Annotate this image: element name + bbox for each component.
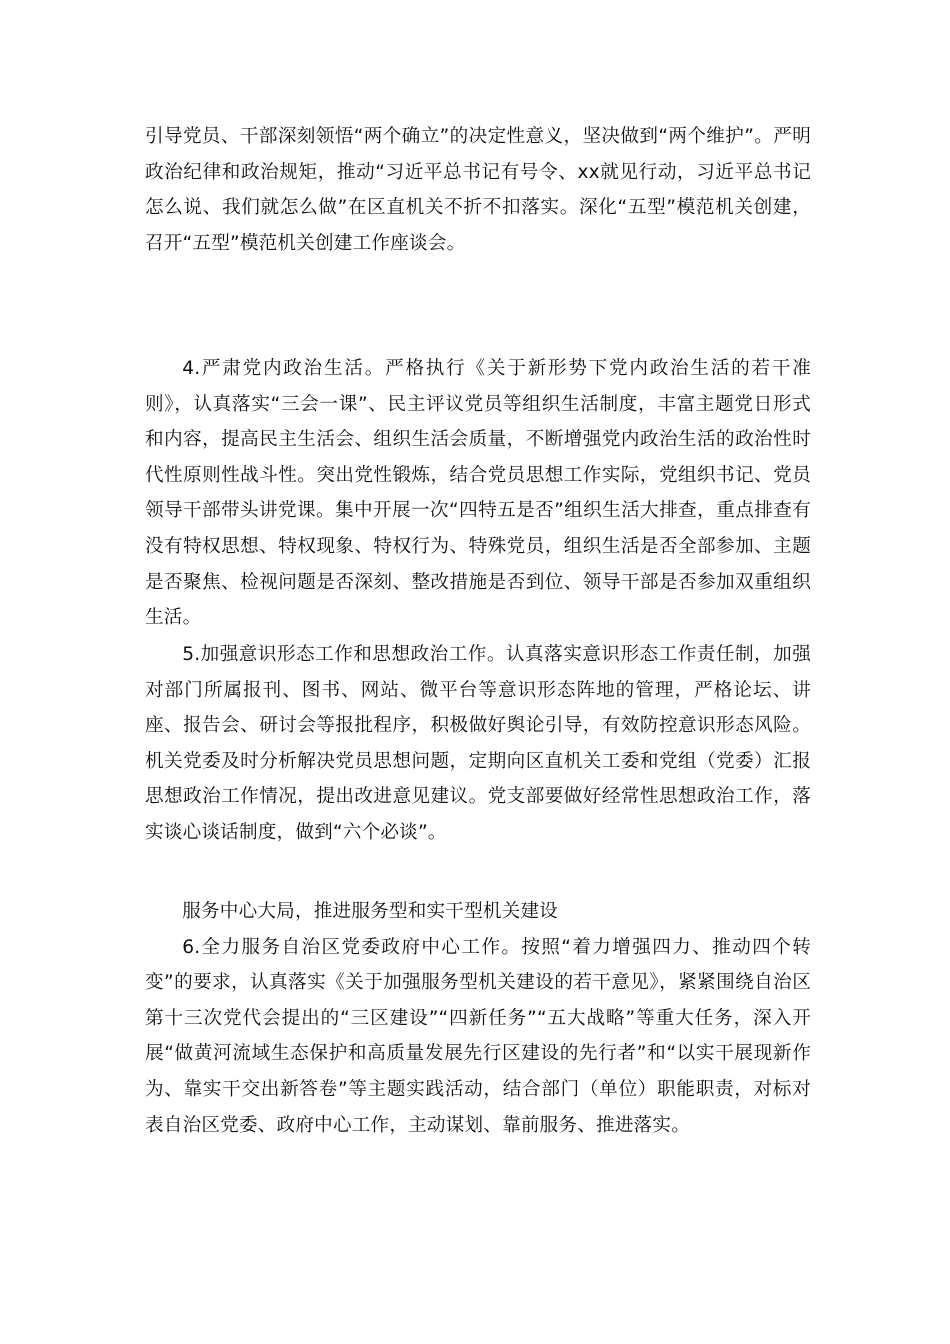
paragraph-block-2	[145, 351, 811, 636]
paragraph-item-6: 6.全力服务自治区党委政府中心工作。按照“着力增强四力、推动四个转变”的要求，认真落实《关于加强服务型机关建设的若干意见》，紧紧围绕自治区第十三次党代会提出的“三区建设”“四新任务”“五大战略”等重大任务，深入开展“做黄河流域生态保护和高质量发展先行区建设的先行者”和“以实干展现新作为、靠实干交出新答卷”等主题实践活动，结合部门（单位）职能职责，对标对表自治区党委、政府中心工作，主动谋划、靠前服务、推进落实。	[145, 936, 811, 1136]
paragraph-item-5: 5.加强意识形态工作和思想政治工作。认真落实意识形态工作责任制，加强对部门所属报刊、图书、网站、微平台等意识形态阵地的管理，严格论坛、讲座、报告会、研讨会等报批程序，积极做好舆论引导，有效防控意识形态风险。机关党委及时分析解决党员思想问题，定期向区直机关工委和党组（党委）汇报思想政治工作情况，提出改进意见建议。党支部要做好经常性思想政治工作，落实谈心谈话制度，做到“六个必谈”。	[145, 644, 811, 843]
section-heading: 服务中心大局，推进服务型和实干型机关建设	[182, 901, 559, 922]
paragraph-block-1	[145, 119, 811, 261]
paragraph-block-4	[145, 894, 811, 1143]
paragraph-block-3	[145, 637, 811, 851]
paragraph-political-discipline: 引导党员、干部深刻领悟“两个确立”的决定性意义，坚决做到“两个维护”。严明政治纪律和政治规矩，推动“习近平总书记有号令、xx就见行动，习近平总书记怎么说、我们就怎么做”在区直机关不折不扣落实。深化“五型”模范机关创建，召开“五型”模范机关创建工作座谈会。	[145, 126, 811, 254]
paragraph-item-4: 4.严肃党内政治生活。严格执行《关于新形势下党内政治生活的若干准则》，认真落实“三会一课”、民主评议党员等组织生活制度，丰富主题党日形式和内容，提高民主生活会、组织生活会质量，不断增强党内政治生活的政治性时代性原则性战斗性。突出党性锻炼，结合党员思想工作实际，党组织书记、党员领导干部带头讲党课。集中开展一次“四特五是否”组织生活大排查，重点排查有没有特权思想、特权现象、特权行为、特殊党员，组织生活是否全部参加、主题是否聚焦、检视问题是否深刻、整改措施是否到位、领导干部是否参加双重组织生活。	[145, 358, 811, 629]
